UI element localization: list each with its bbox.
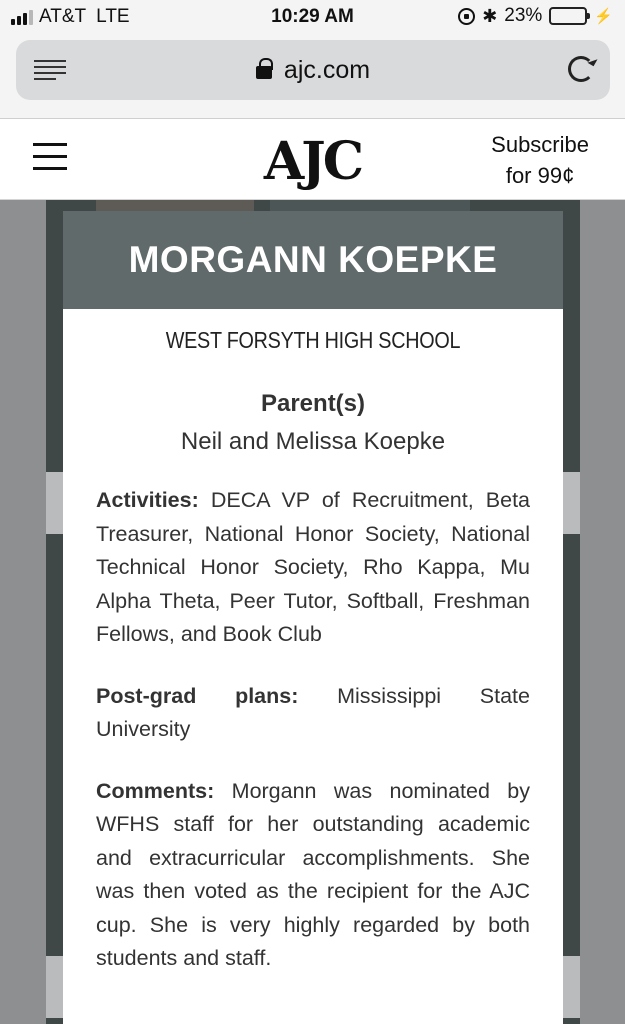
rotation-lock-icon — [458, 8, 475, 25]
reload-icon[interactable] — [568, 56, 594, 82]
activities-label: Activities: — [96, 488, 199, 512]
comments-value: Morgann was nominated by WFHS staff for her outstanding academic and extracurricular accomplishments. She was then voted as the recipient for the AJC cup. She is very highly regarded by both students and staff. — [96, 778, 530, 970]
subscribe-link[interactable] — [491, 129, 589, 191]
status-bar — [0, 0, 625, 36]
subscribe-line-2: for 99¢ — [505, 163, 575, 188]
status-time: 10:29 AM — [271, 6, 354, 27]
padlock-icon — [256, 66, 272, 79]
postgrad-label: Post-grad plans: — [96, 683, 299, 708]
battery-percent: 23% — [504, 5, 543, 26]
postgrad-value: Mississippi State University — [96, 683, 530, 741]
comments-label: Comments: — [96, 778, 215, 803]
site-header — [0, 118, 625, 200]
postgrad-paragraph — [96, 680, 530, 747]
carrier-name: AT&T — [39, 6, 87, 27]
activities-paragraph — [96, 484, 530, 652]
browser-toolbar — [0, 36, 625, 118]
parents-value: Neil and Melissa Koepke — [180, 428, 446, 455]
parents-label: Parent(s) — [260, 390, 366, 417]
bluetooth-icon: ✱ — [482, 5, 498, 26]
status-right — [458, 5, 613, 27]
profile-card-header — [63, 211, 563, 309]
student-name: MORGANN KOEPKE — [128, 239, 498, 280]
url-display[interactable] — [16, 56, 610, 85]
battery-icon — [549, 7, 587, 25]
network-type: LTE — [96, 6, 130, 27]
url-text: ajc.com — [283, 56, 371, 84]
school-name: WEST FORSYTH HIGH SCHOOL — [165, 327, 461, 353]
charging-icon: ⚡ — [594, 8, 613, 25]
profile-card — [63, 211, 563, 1024]
address-bar[interactable] — [16, 40, 610, 100]
subscribe-line-1: Subscribe — [491, 132, 589, 157]
comments-paragraph — [96, 775, 530, 976]
activities-value: DECA VP of Recruitment, Beta Treasurer, National Honor Society, National Technical Honor Society, Rho Kappa, Mu Alpha Theta, Peer Tutor, Softball, Freshman Fellows, and Book Club — [96, 488, 530, 646]
site-logo[interactable]: AJC — [263, 131, 362, 192]
